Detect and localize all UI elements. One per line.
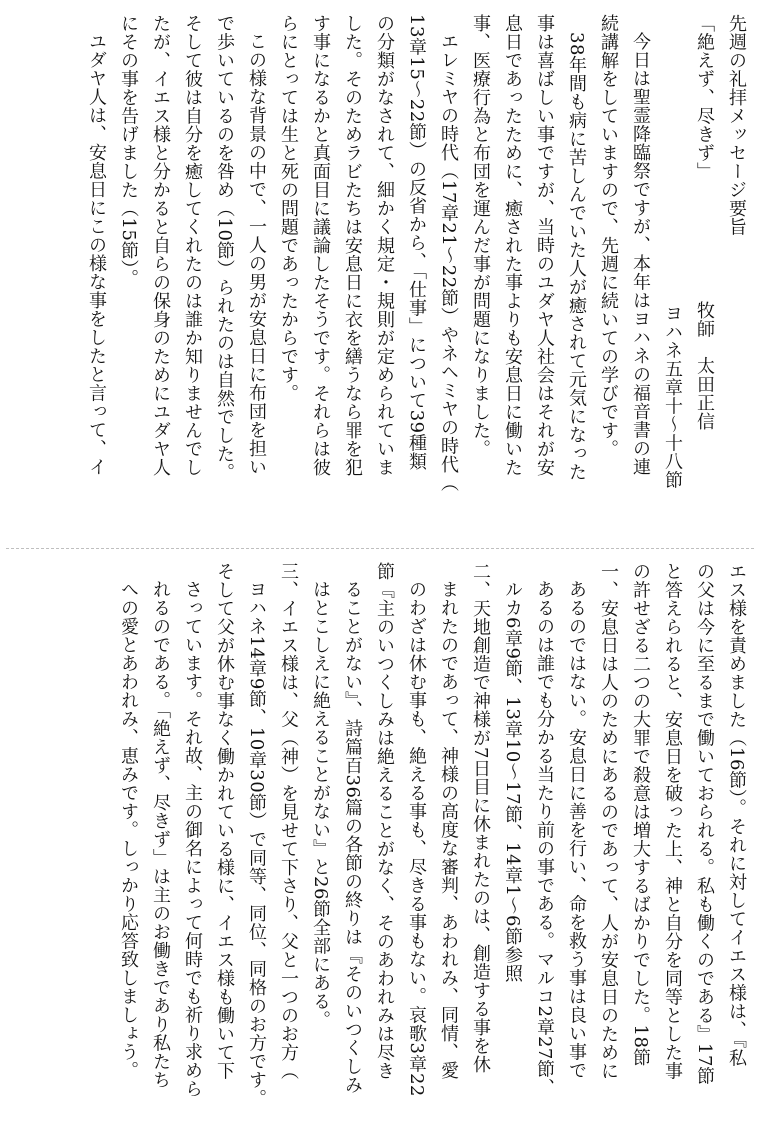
- text-line: 事、医療行為と布団を運んだ事が問題になりました。: [470, 14, 491, 458]
- text-line: 節『主のいつくしみは絶えることがなく、そのあわれみは尽き: [374, 562, 395, 1080]
- text-line: この様な背景の中で、一人の男が安息日に布団を担い: [246, 32, 267, 476]
- text-line: ユダヤ人は、安息日にこの様な事をしたと言って、イ: [86, 32, 107, 476]
- text-line: 二、天地創造で神様が7日目に休まれたのは、創造する事を休: [470, 562, 491, 1074]
- text-line: まれたのであって、神様の高度な審判、あわれみ、同情、愛: [438, 580, 459, 1080]
- upper-paragraphs: [80, 14, 656, 534]
- text-line: 今日は聖霊降臨祭ですが、本年はヨハネの福音書の連: [630, 32, 651, 476]
- text-line: 続講解をしていますので、先週に続いての学びです。: [598, 14, 619, 458]
- text-line: の父は今に至るまで働いておられる。私も働くのである』17節: [694, 562, 715, 1086]
- scripture-reference: ヨハネ五章十～十八節: [662, 304, 683, 489]
- message-heading: 先週の礼拝メッセージ要旨: [726, 14, 747, 236]
- column-divider: [6, 548, 754, 549]
- author-label: 牧師 太田正信: [694, 300, 715, 430]
- text-line: の許せざる二つの大罪で殺意は増大するばかりでした。18節: [630, 562, 651, 1067]
- text-line: そして父が休む事なく働かれている様に、イエス様も働いて下: [214, 562, 235, 1080]
- message-title: 「絶えず、尽きず」: [694, 14, 715, 181]
- text-line: そして彼は自分を癒してくれたのは誰か知りませんでし: [182, 14, 203, 477]
- text-line: れるのである。「絶えず、尽きず」は主のお働きであり私たち: [150, 580, 171, 1089]
- text-line: ルカ6章9節、13章10～17節、14章1～6節参照: [502, 580, 523, 983]
- text-line: 一、安息日は人のためにあるのであって、人が安息日のために: [598, 562, 619, 1080]
- text-line: あるのではない。安息日に善を行い、命を救う事は良い事で: [566, 580, 587, 1080]
- title-row: [688, 14, 720, 534]
- text-line: 息日であったために、癒された事よりも安息日に働いた: [502, 14, 523, 477]
- text-line: のわざは休む事も、絶える事も、尽きる事もない。哀歌3章22: [406, 580, 427, 1097]
- text-line: エレミヤの時代（17章21～22節）やネヘミヤの時代（: [438, 32, 459, 493]
- text-line: さっています。それ故、主の御名によって何時でも祈り求めら: [182, 580, 203, 1098]
- text-line: 事は喜ばしい事ですが、当時のユダヤ人社会はそれが安: [534, 14, 555, 477]
- text-line: エス様を責めました（16節）。それに対してイエス様は、『私: [726, 562, 747, 1068]
- text-line: への愛とあわれみ、恵みです。しっかり応答致しましょう。: [118, 580, 139, 1080]
- lower-paragraphs: [112, 562, 752, 1132]
- text-line: はとこしえに絶えることがない』と26節全部にある。: [310, 580, 331, 1030]
- text-line: らにとっては生と死の問題であったからです。: [278, 14, 299, 403]
- text-line: ヨハネ14章9節、10章30節）で同等、同位、同格のお方です。: [246, 580, 267, 1108]
- text-line: 38年間も病に苦しんでいた人が癒されて元気になった: [566, 32, 587, 482]
- text-line: たが、イエス様と分かると自らの保身のためにユダヤ人: [150, 14, 171, 477]
- text-line: の分類がなされて、細かく規定・規則が定められていま: [374, 14, 395, 477]
- text-line: 13章15～22節）の反省から、「仕事」について39種類: [406, 14, 427, 471]
- text-line: にその事を告げました（15節）。: [118, 14, 139, 288]
- message-lower-block: [4, 562, 752, 1132]
- text-line: す事になるかと真面目に議論したそうです。それらは彼: [310, 14, 331, 477]
- text-line: ることがない』、詩篇百36篇の各節の終りは『そのいつくしみ: [342, 580, 363, 1095]
- text-line: で歩いているのを咎め（10節）られたのは自然でした。: [214, 14, 235, 482]
- text-line: あるのは誰でも分かる当たり前の事である。マルコ2章27節、: [534, 580, 555, 1097]
- text-line: と答えられると、安息日を破った上、神と自分を同等とした事: [662, 562, 683, 1080]
- text-line: した。そのためラビたちは安息日に衣を繕うなら罪を犯: [342, 14, 363, 477]
- text-line: 三、イエス様は、父（神）を見せて下さり、父と一つのお方（: [278, 562, 299, 1080]
- message-upper-block: [4, 14, 752, 534]
